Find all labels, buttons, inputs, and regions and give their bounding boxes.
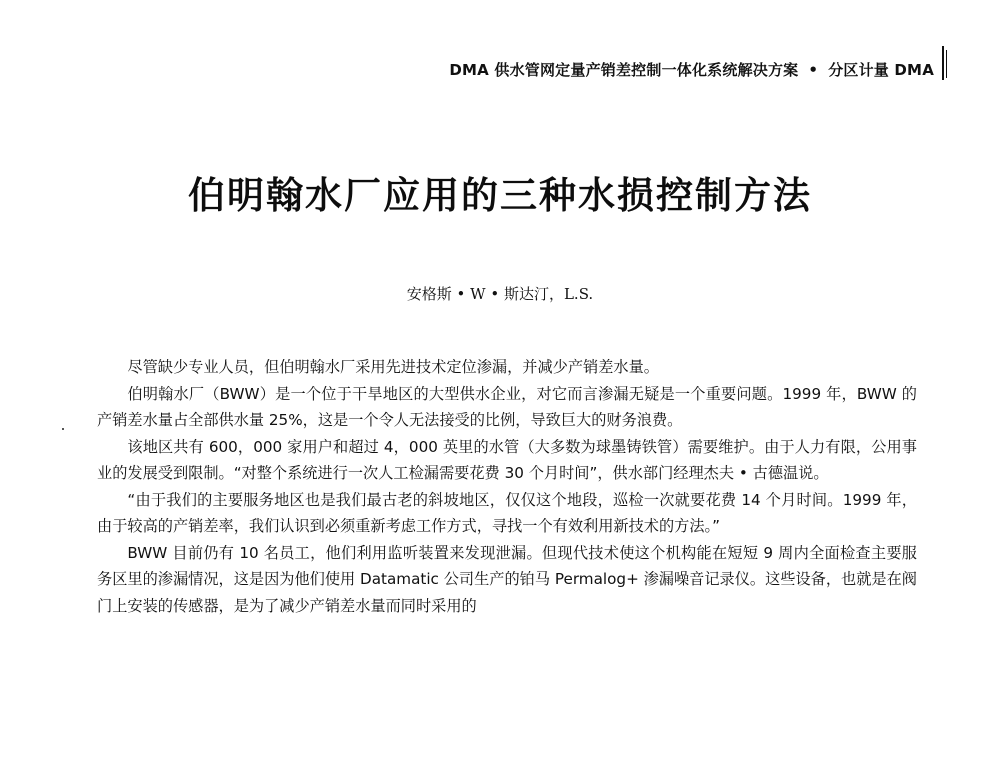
paragraph-1: 尽管缺少专业人员，但伯明翰水厂采用先进技术定位渗漏，并减少产销差水量。 — [127, 358, 659, 376]
article-body — [97, 354, 917, 619]
paragraph-4: “由于我们的主要服务地区也是我们最古老的斜坡地区，仅仅这个地段，巡检一次就要花费 14 个月时间。1999 年，由于较高的产销差率，我们认识到必须重新考虑工作方式，寻找一个有效利用新技术的方法。” — [97, 490, 917, 535]
page-edge-marker — [938, 46, 950, 80]
scan-speck — [62, 428, 64, 430]
paragraph-5: BWW 目前仍有 10 名员工，他们利用监听装置来发现泄漏。但现代技术使这个机构能在短短 9 周内全面检查主要服务区里的渗漏情况，这是因为他们使用 Datamatic 公司生产的铂马 Permalog+ 渗漏噪音记录仪。这些设备，也就是在阀门上安装的传感器，是为了减少产销差水量而同时采用的 — [97, 543, 917, 615]
paragraph-3: 该地区共有 600，000 家用户和超过 4，000 英里的水管（大多数为球墨铸铁管）需要维护。由于人力有限，公用事业的发展受到限制。“对整个系统进行一次人工检漏需要花费 30 个月时间”，供水部门经理杰夫 • 古德温说。 — [97, 437, 917, 482]
article-title: 伯明翰水厂应用的三种水损控制方法 — [188, 174, 812, 217]
edge-bar-thin — [946, 50, 947, 78]
edge-bar-thick — [942, 46, 944, 80]
article-author: 安格斯 • W • 斯达汀，L.S. — [406, 285, 594, 303]
running-header-left: DMA 供水管网定量产销差控制一体化系统解决方案 — [449, 61, 799, 79]
paragraph-2: 伯明翰水厂（BWW）是一个位于干旱地区的大型供水企业，对它而言渗漏无疑是一个重要问题。1999 年，BWW 的产销差水量占全部供水量 25%，这是一个令人无法接受的比例，导致巨大的财务浪费。 — [97, 384, 917, 429]
running-header-bullet: • — [808, 61, 819, 79]
running-header — [449, 59, 934, 80]
running-header-right: 分区计量 DMA — [828, 61, 934, 79]
